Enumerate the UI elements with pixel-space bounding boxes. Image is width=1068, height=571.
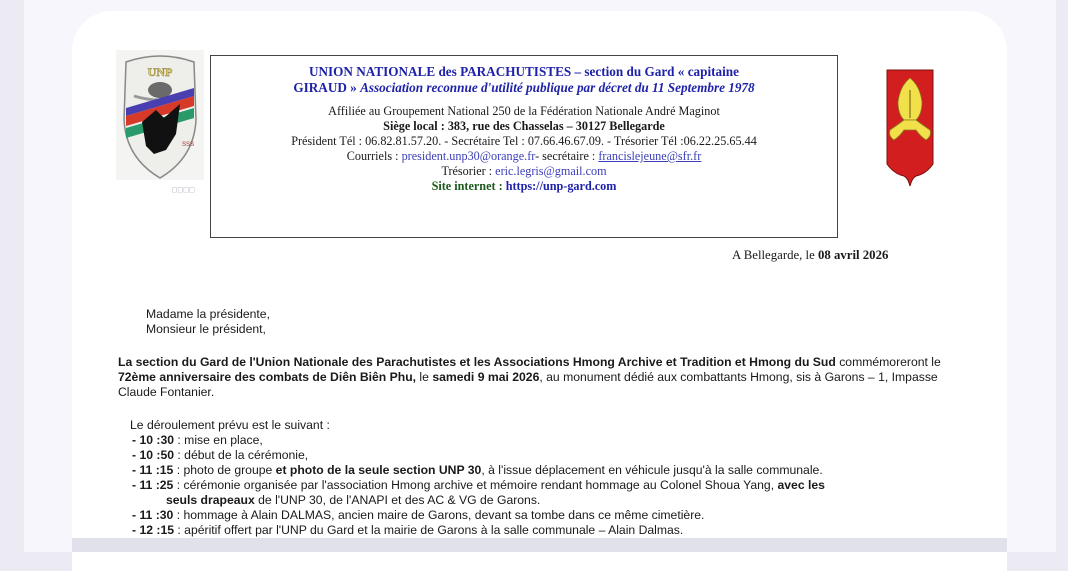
seat-address: Siège local : 383, rue des Chasselas – 30127 Bellegarde bbox=[383, 119, 665, 133]
schedule-text: : début de la cérémonie, bbox=[174, 448, 309, 462]
schedule-text: : mise en place, bbox=[174, 433, 263, 447]
date-value: 08 avril 2026 bbox=[818, 248, 889, 262]
schedule-item bbox=[130, 448, 956, 463]
unp-crest-logo bbox=[116, 50, 204, 180]
schedule-item bbox=[130, 463, 956, 478]
svg-text:SSS: SSS bbox=[182, 142, 195, 148]
schedule-emphasis: seuls drapeaux bbox=[166, 493, 255, 507]
intro-organizers: La section du Gard de l'Union Nationale des Parachutistes et les Associations Hmong Archive et Tradition et Hmong du Sud bbox=[118, 355, 836, 369]
website-label: Site internet : bbox=[431, 179, 506, 193]
schedule-heading: Le déroulement prévu est le suivant : bbox=[130, 418, 330, 432]
intro-location: , au monument dédié aux combattants Hmong, sis à Garons – 1, Impasse Claude Fontanier. bbox=[118, 370, 938, 399]
schedule-time: - 12 :15 bbox=[132, 523, 175, 537]
schedule-time: - 10 :50 bbox=[132, 448, 175, 462]
schedule bbox=[130, 418, 956, 538]
intro-text: le bbox=[416, 370, 433, 384]
president-email-link[interactable]: president.unp30@orange.fr bbox=[401, 149, 536, 163]
greeting-line-1: Madame la présidente, bbox=[146, 307, 270, 321]
schedule-text: : photo de groupe bbox=[173, 463, 276, 477]
website-link[interactable]: https://unp-gard.com bbox=[505, 179, 617, 193]
greeting-line-2: Monsieur le président, bbox=[146, 322, 266, 336]
unp-parachute-crest-icon bbox=[116, 50, 204, 180]
emails-label: Courriels : bbox=[346, 149, 402, 163]
schedule-item-continuation bbox=[130, 493, 956, 508]
title-recognition: Association reconnue d'utilité publique par décret du 11 Septembre 1978 bbox=[360, 80, 755, 95]
svg-text:UNP: UNP bbox=[147, 65, 173, 79]
schedule-time: - 11 :25 bbox=[132, 478, 174, 492]
schedule-text: de l'UNP 30, de l'ANAPI et des AC & VG de Garons. bbox=[254, 493, 541, 507]
intro-text: commémoreront le bbox=[835, 355, 941, 369]
emails-line bbox=[211, 149, 837, 164]
phones-line: Président Tél : 06.82.81.57.20. - Secrétaire Tel : 07.66.46.67.09. - Trésorier Tél :06.22.25.65.44 bbox=[291, 134, 757, 148]
secretary-email-link[interactable]: francislejeune@sfr.fr bbox=[598, 149, 702, 163]
schedule-item bbox=[130, 508, 956, 523]
logo-caption: □□□□ bbox=[172, 185, 196, 194]
schedule-text: , à l'issue déplacement en véhicule jusqu'à la salle communale. bbox=[481, 463, 823, 477]
title-line-1: UNION NATIONALE des PARACHUTISTES – section du Gard « capitaine bbox=[309, 64, 739, 79]
date-prefix: A Bellegarde, le bbox=[732, 248, 818, 262]
greeting bbox=[146, 307, 972, 337]
schedule-text: : hommage à Alain DALMAS, ancien maire de Garons, devant sa tombe dans ce même cimetière. bbox=[173, 508, 705, 522]
letter-date bbox=[732, 248, 888, 263]
schedule-emphasis: et photo de la seule section UNP 30 bbox=[275, 463, 482, 477]
schedule-time: - 11 :15 bbox=[132, 463, 174, 477]
bellegarde-coat-of-arms bbox=[886, 68, 934, 188]
schedule-emphasis: avec les bbox=[777, 478, 825, 492]
bottom-overlay-bar bbox=[72, 538, 1007, 552]
schedule-time: - 11 :30 bbox=[132, 508, 174, 522]
schedule-text: : apéritif offert par l'UNP du Gard et la mairie de Garons à la salle communale – Alain Dalmas. bbox=[174, 523, 684, 537]
treasurer-line bbox=[211, 164, 837, 179]
schedule-item bbox=[130, 478, 956, 493]
intro-paragraph bbox=[118, 355, 944, 400]
schedule-item bbox=[130, 433, 956, 448]
treasurer-email-link[interactable]: eric.legris@gmail.com bbox=[495, 164, 607, 178]
schedule-item bbox=[130, 523, 956, 538]
website-line bbox=[211, 179, 837, 194]
schedule-time: - 10 :30 bbox=[132, 433, 175, 447]
secretary-label: - secrétaire : bbox=[535, 149, 599, 163]
title-giraud: GIRAUD » bbox=[293, 80, 357, 95]
affiliation-line: Affiliée au Groupement National 250 de la Fédération Nationale André Maginot bbox=[328, 104, 720, 118]
treasurer-label: Trésorier : bbox=[441, 164, 496, 178]
letterhead-box bbox=[210, 55, 838, 238]
schedule-text: : cérémonie organisée par l'association Hmong archive et mémoire rendant hommage au Colonel Shoua Yang, bbox=[173, 478, 778, 492]
bellegarde-coat-of-arms-icon bbox=[886, 68, 934, 188]
intro-date: samedi 9 mai 2026 bbox=[432, 370, 540, 384]
association-title bbox=[225, 64, 823, 96]
intro-anniversary: 72ème anniversaire des combats de Diên Biên Phu, bbox=[118, 370, 417, 384]
seat-line bbox=[211, 119, 837, 134]
